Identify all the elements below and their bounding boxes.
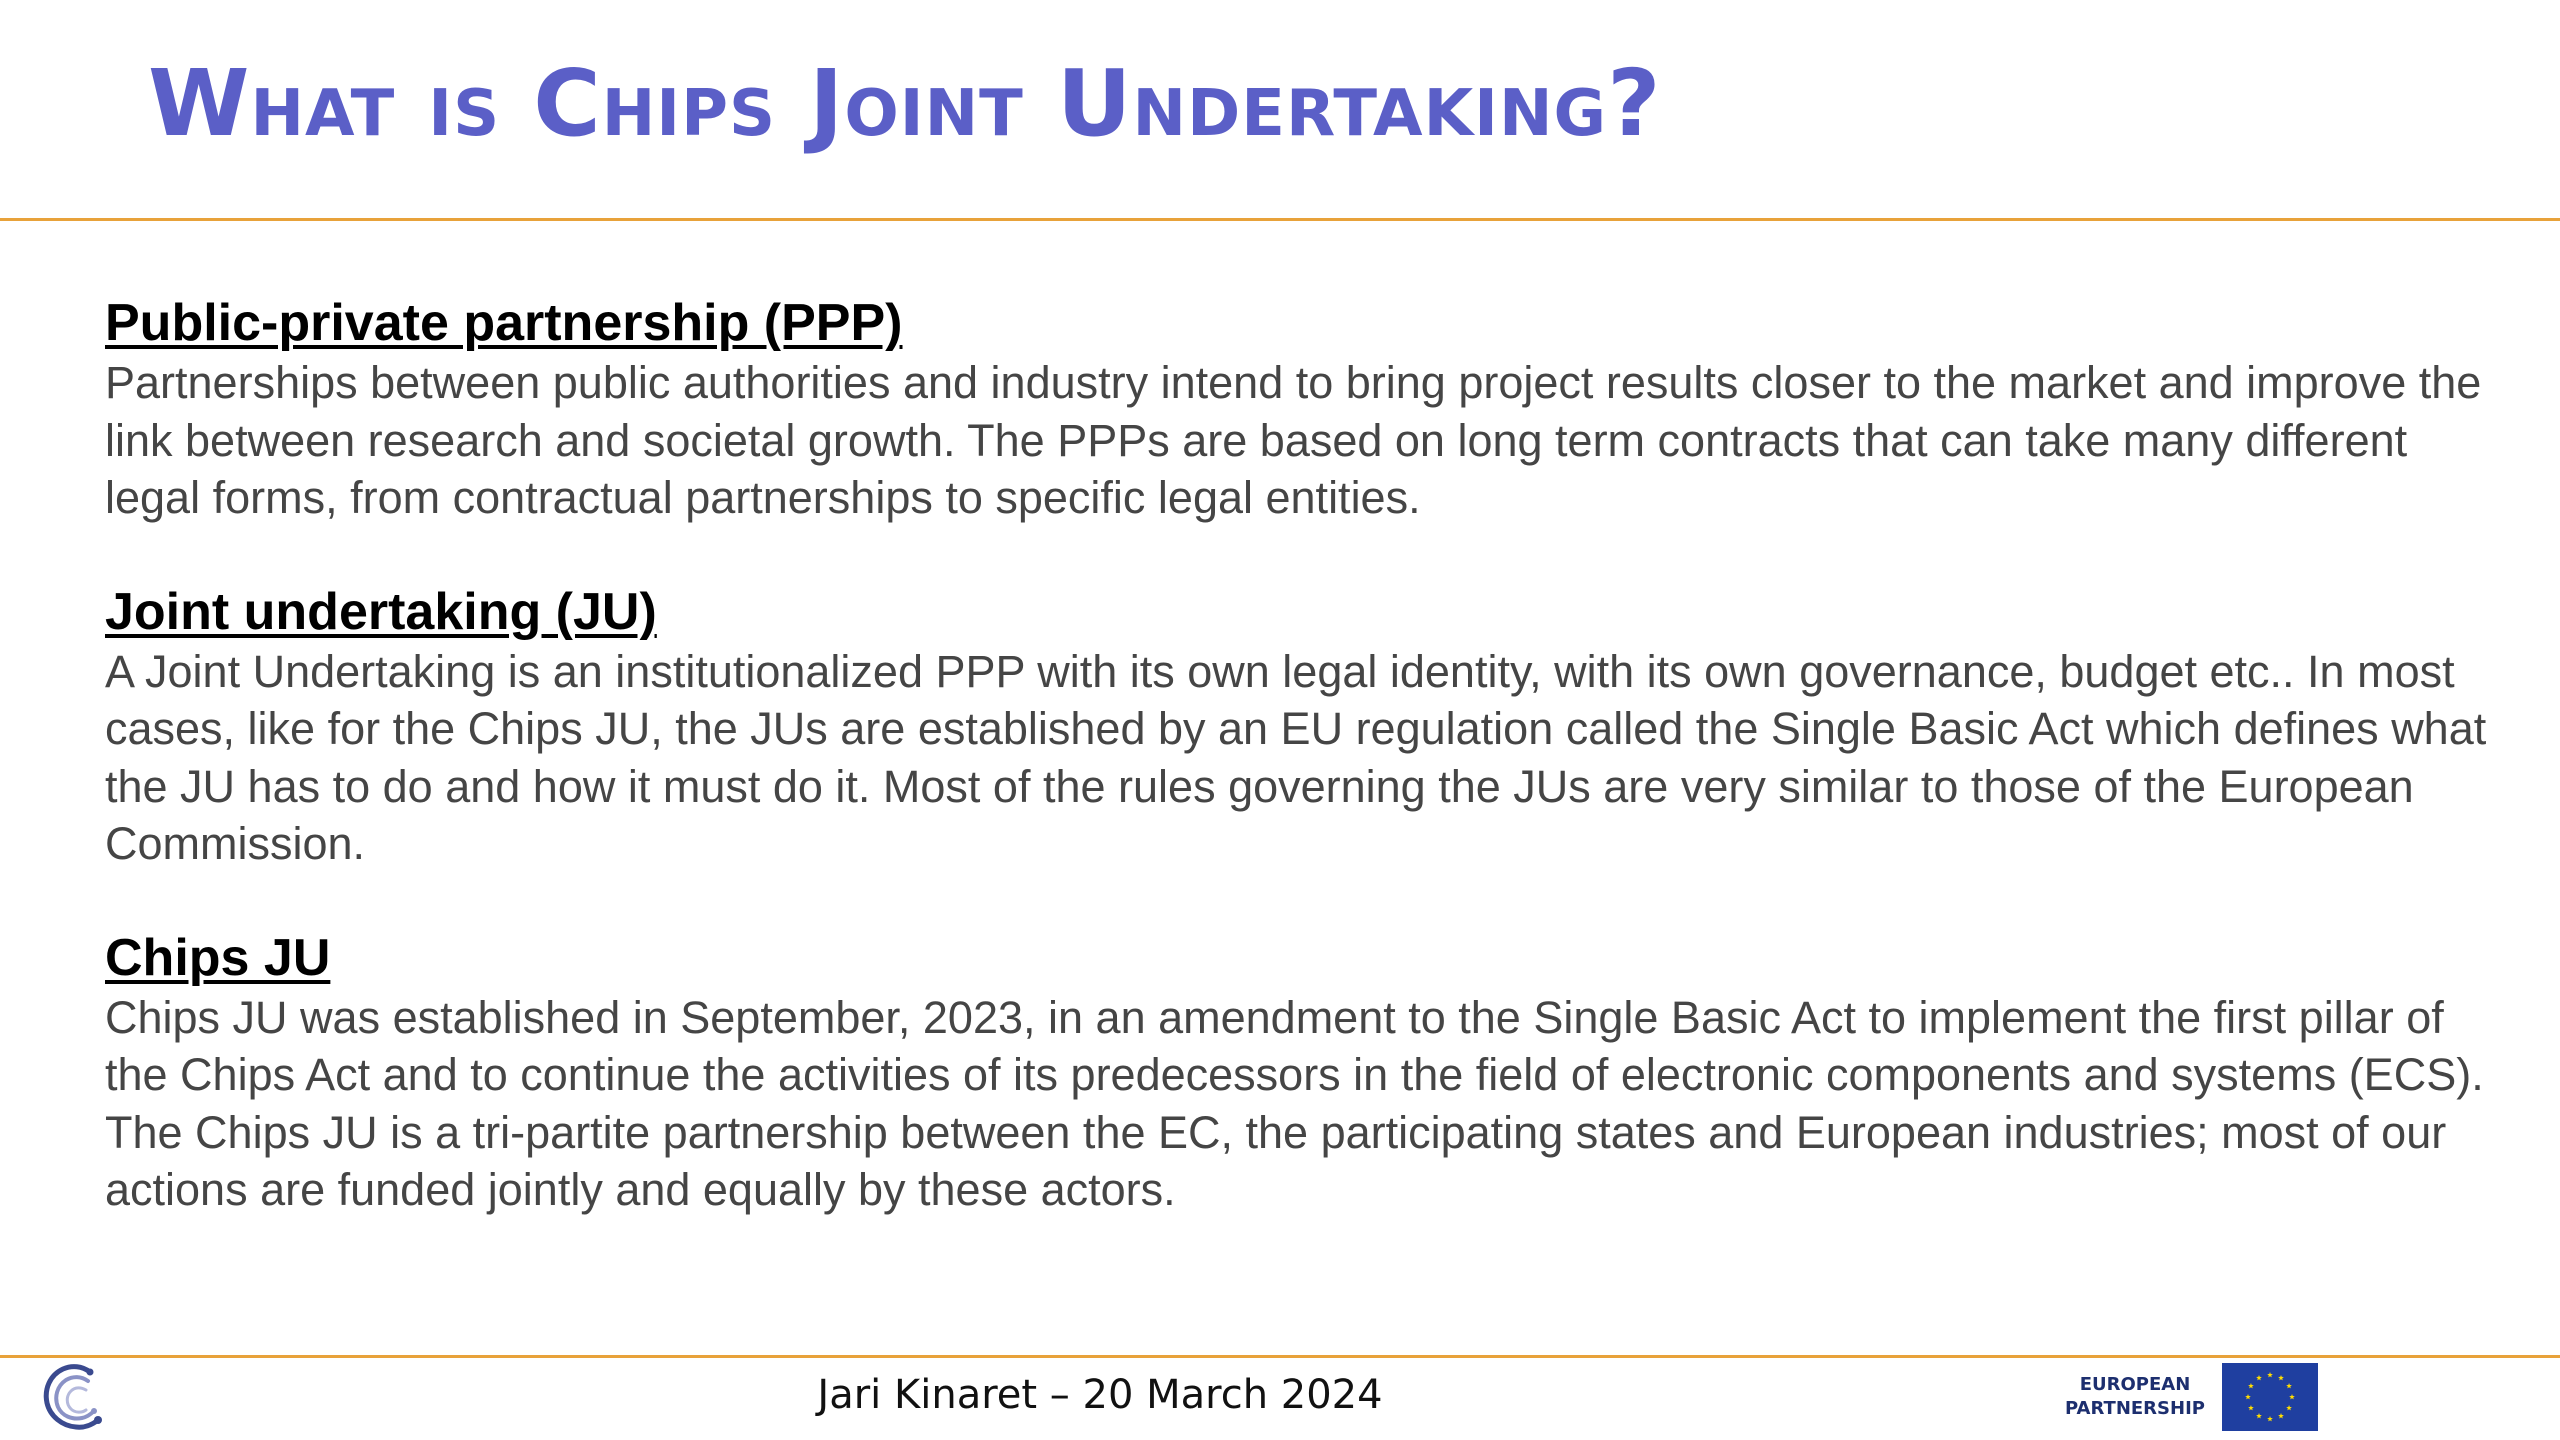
section-body: A Joint Undertaking is an institutionalized PPP with its own legal identity, with its own governance, budget etc.. In most cases, like for the Chips JU, the JUs are established by an EU regulation called the Single Basic Act which defines what the JU has to do and how it must do it. Most of the rules governing the JUs are very similar to those of the European Commission. [105,645,2487,869]
section-heading: Public-private partnership (PPP) [105,294,903,352]
partnership-line-1: EUROPEAN [2079,1374,2191,1395]
partnership-line-2: PARTNERSHIP [2065,1398,2205,1419]
footer-divider [0,1355,2560,1358]
section-body: Partnerships between public authorities and industry intend to bring project results closer to the market and improve the link between research and societal growth. The PPPs are based on long term contracts that can take many different legal forms, from contractual partnerships to specific legal entities. [105,357,2482,523]
section-ju [105,581,2505,873]
slide-content [105,292,2505,1219]
section-heading: Joint undertaking (JU) [105,582,657,641]
european-partnership-badge [2060,1362,2320,1432]
section-body: Chips JU was established in September, 2023, in an amendment to the Single Basic Act to implement the first pillar of the Chips Act and to continue the activities of its predecessors in the field of electronic components and systems (ECS). The Chips JU is a tri-partite partnership between the EC, the participating states and European industries; most of our actions are funded jointly and equally by these actors. [105,991,2484,1215]
presenter-date: Jari Kinaret – 20 March 2024 [817,1372,1383,1418]
section-chips-ju [105,927,2505,1219]
slide-title: What is Chips Joint Undertaking? [148,50,1662,157]
section-heading: Chips JU [105,928,331,987]
header-divider [0,218,2560,221]
partnership-label [2060,1373,2210,1421]
section-ppp [105,292,2505,527]
eu-flag-icon [2222,1363,2318,1431]
